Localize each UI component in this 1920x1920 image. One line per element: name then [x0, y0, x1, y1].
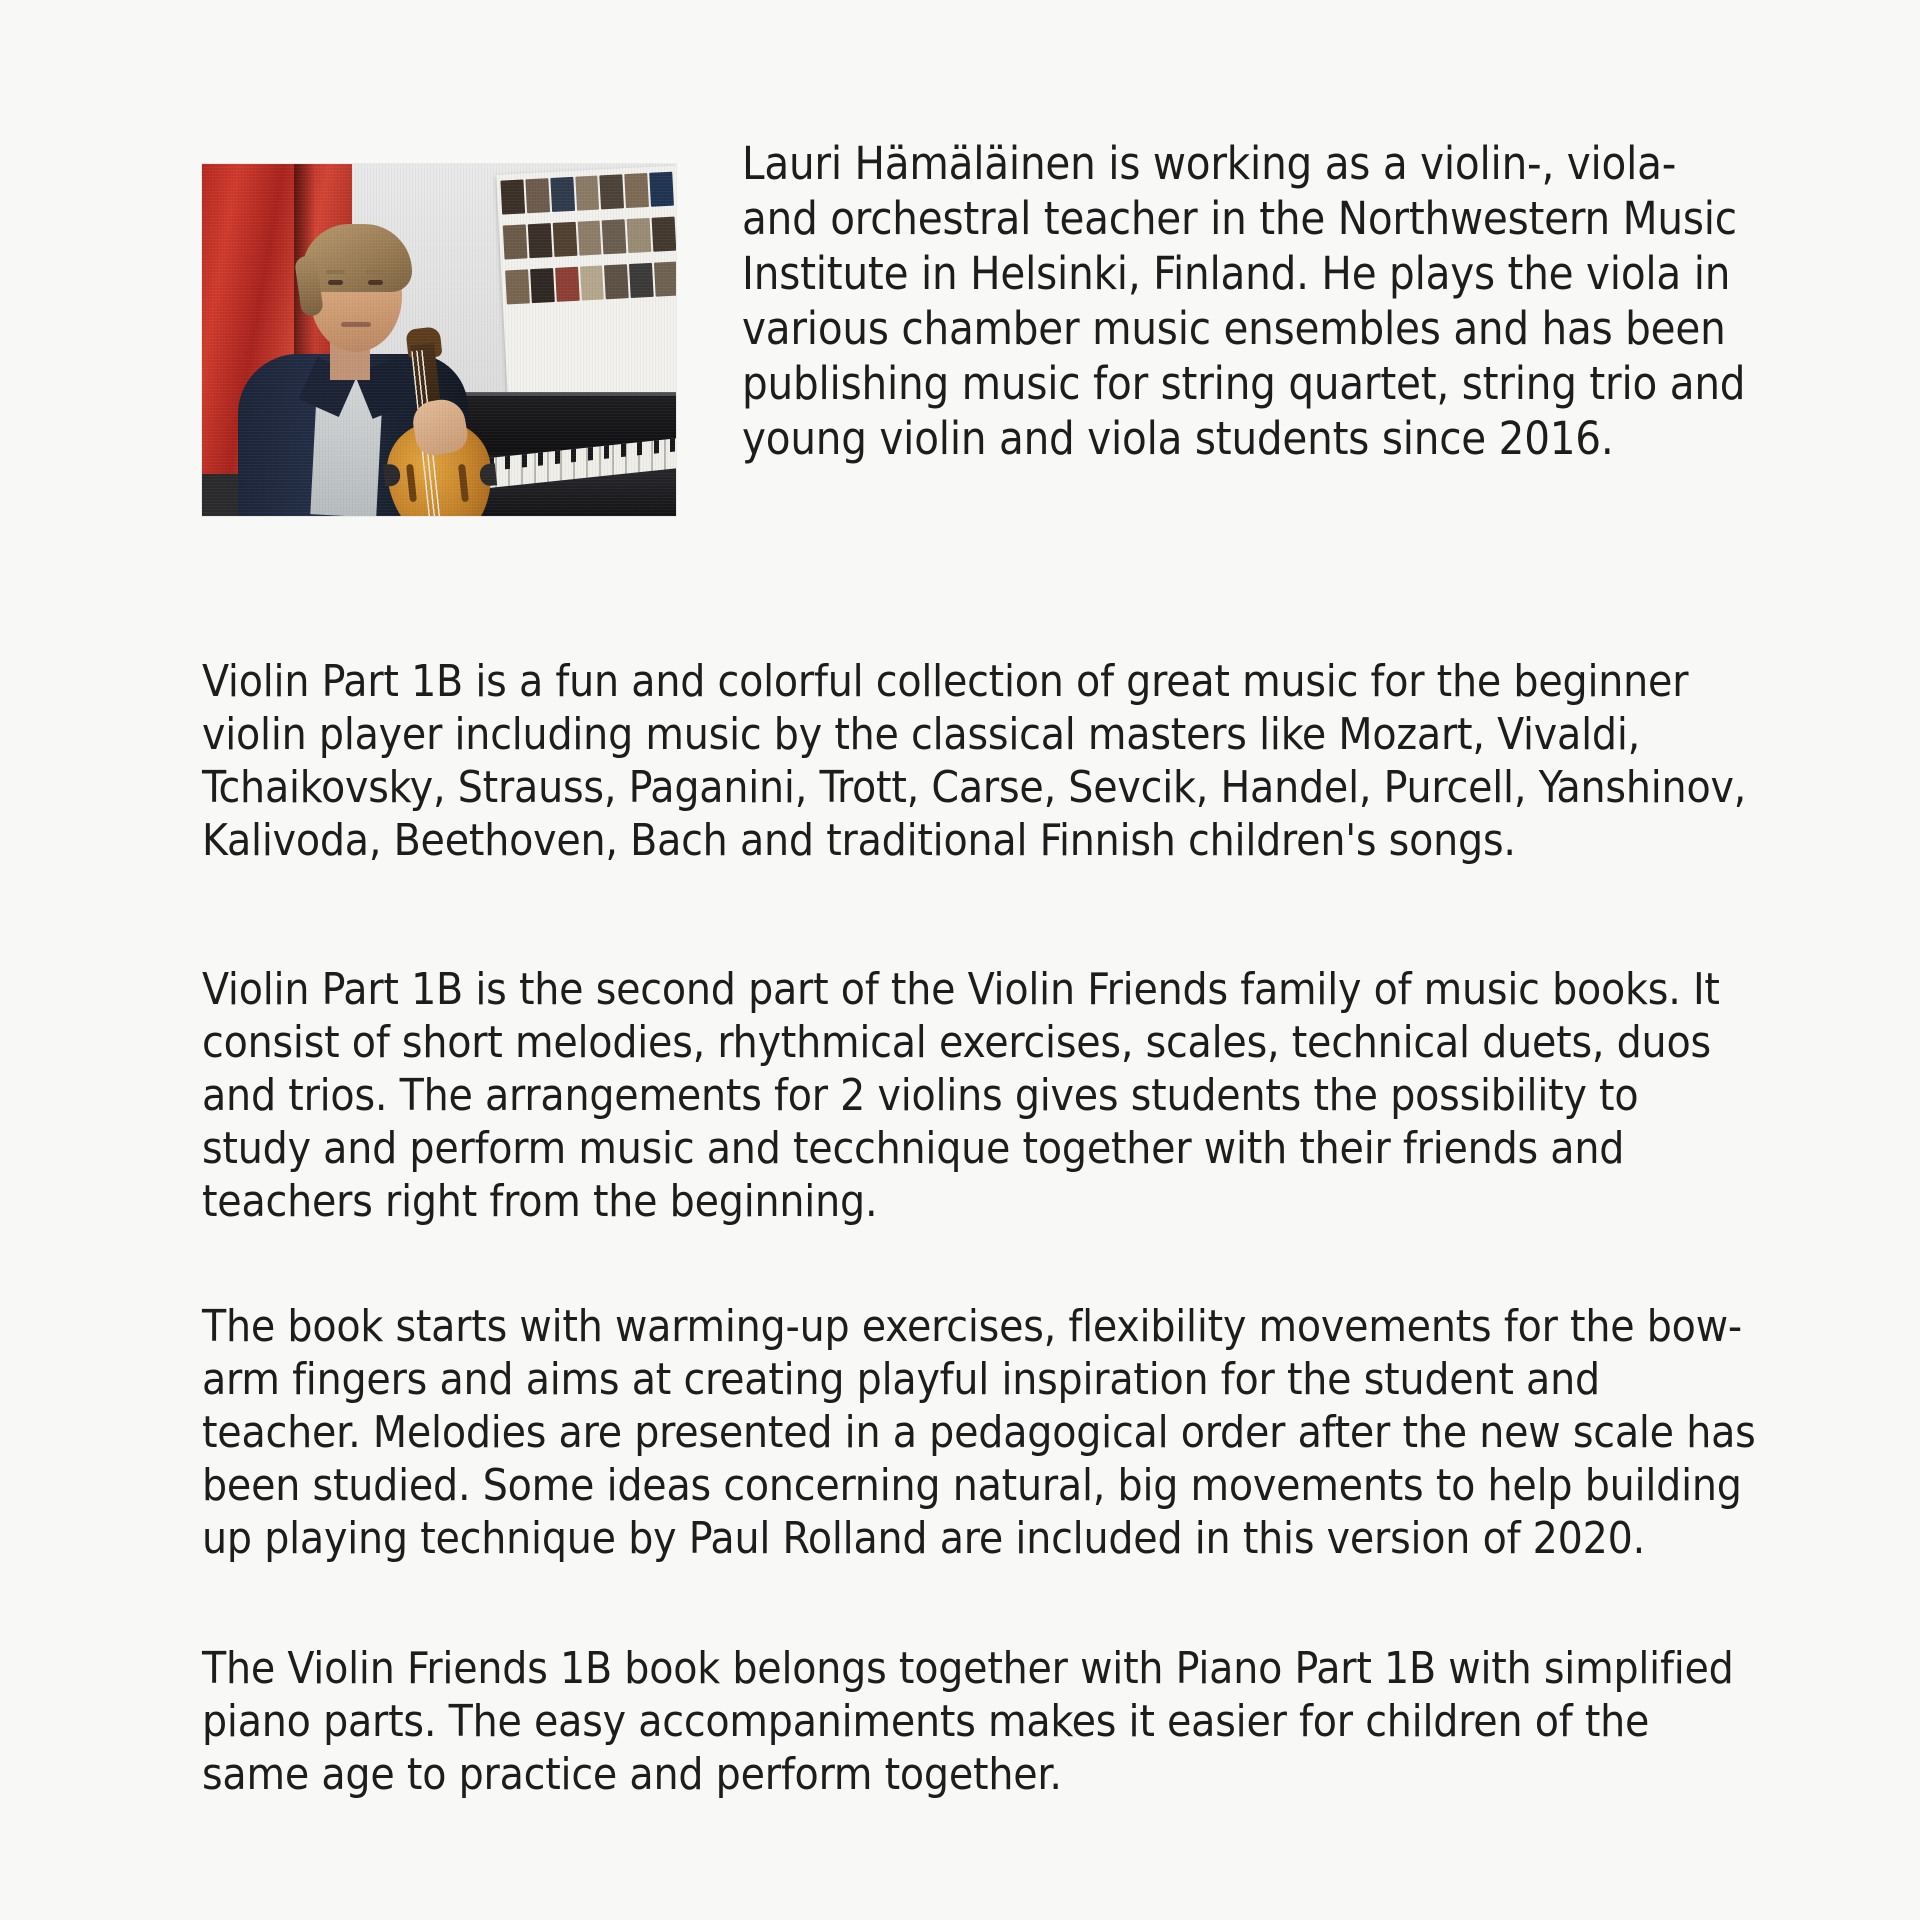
paragraph-collection: Violin Part 1B is a fun and colorful collection of great music for the beginner violin player including music by the classical masters like Mozart, Vivaldi, Tchaikovsky, Strauss, Paganini, Trott, Carse, Sevcik, Handel, Purcell, Yanshinov, Kalivoda, Beethoven, Bach and traditional Finnish children's songs. [202, 656, 1747, 866]
photo-composer-poster [496, 165, 676, 404]
author-portrait-photo [202, 164, 676, 516]
poster-portrait [625, 173, 650, 208]
poster-portrait [503, 224, 528, 259]
author-biography-paragraph: Lauri Hämäläinen is working as a violin-, viola- and orchestral teacher in the Northwestern Music Institute in Helsinki, Finland. He plays the viola in various chamber music ensembles and has been publishing music for string quartet, string trio and young violin and viola students since 2016. [742, 137, 1746, 465]
poster-portrait [580, 265, 605, 300]
poster-portrait [500, 179, 525, 214]
poster-portrait [530, 268, 555, 303]
paragraph-companion: The Violin Friends 1B book belongs together with Piano Part 1B with simplified piano parts. The easy accompaniments makes it easier for children of the same age to practice and perform together. [202, 1643, 1734, 1800]
poster-row [503, 217, 676, 260]
photo-eye-left [328, 280, 343, 285]
poster-portrait [575, 176, 600, 211]
photo-eye-right [368, 280, 383, 285]
poster-portrait [525, 178, 550, 213]
poster-portrait [652, 217, 676, 252]
poster-portrait [552, 222, 577, 257]
poster-portrait [550, 177, 575, 212]
paragraph-pedagogy: The book starts with warming-up exercises, flexibility movements for the bow-arm fingers and aims at creating playful inspiration for the student and teacher. Melodies are presented in a pedagogical order after the new scale has been studied. Some ideas concerning natural, big movements to help building up playing technique by Paul Rolland are included in this version of 2020. [202, 1301, 1756, 1564]
poster-portrait [577, 220, 602, 255]
poster-portrait [629, 263, 654, 298]
photo-eyebrow-left [326, 270, 345, 274]
poster-portrait [555, 267, 580, 302]
poster-portrait [649, 172, 674, 207]
poster-portrait [654, 262, 676, 297]
poster-portrait [600, 174, 625, 209]
poster-row [505, 262, 676, 305]
photo-eyebrow-right [366, 270, 385, 274]
poster-portrait [602, 219, 627, 254]
photo-mouth [341, 322, 371, 327]
poster-portrait [627, 218, 652, 253]
poster-portrait [528, 223, 553, 258]
poster-portrait [604, 264, 629, 299]
poster-portrait [505, 269, 530, 304]
poster-row [500, 172, 674, 215]
paragraph-series: Violin Part 1B is the second part of the Violin Friends family of music books. It consist of short melodies, rhythmical exercises, scales, technical duets, duos and trios. The arrangements for 2 violins gives students the possibility to study and perform music and tecchnique together with their friends and teachers right from the beginning. [202, 964, 1720, 1227]
